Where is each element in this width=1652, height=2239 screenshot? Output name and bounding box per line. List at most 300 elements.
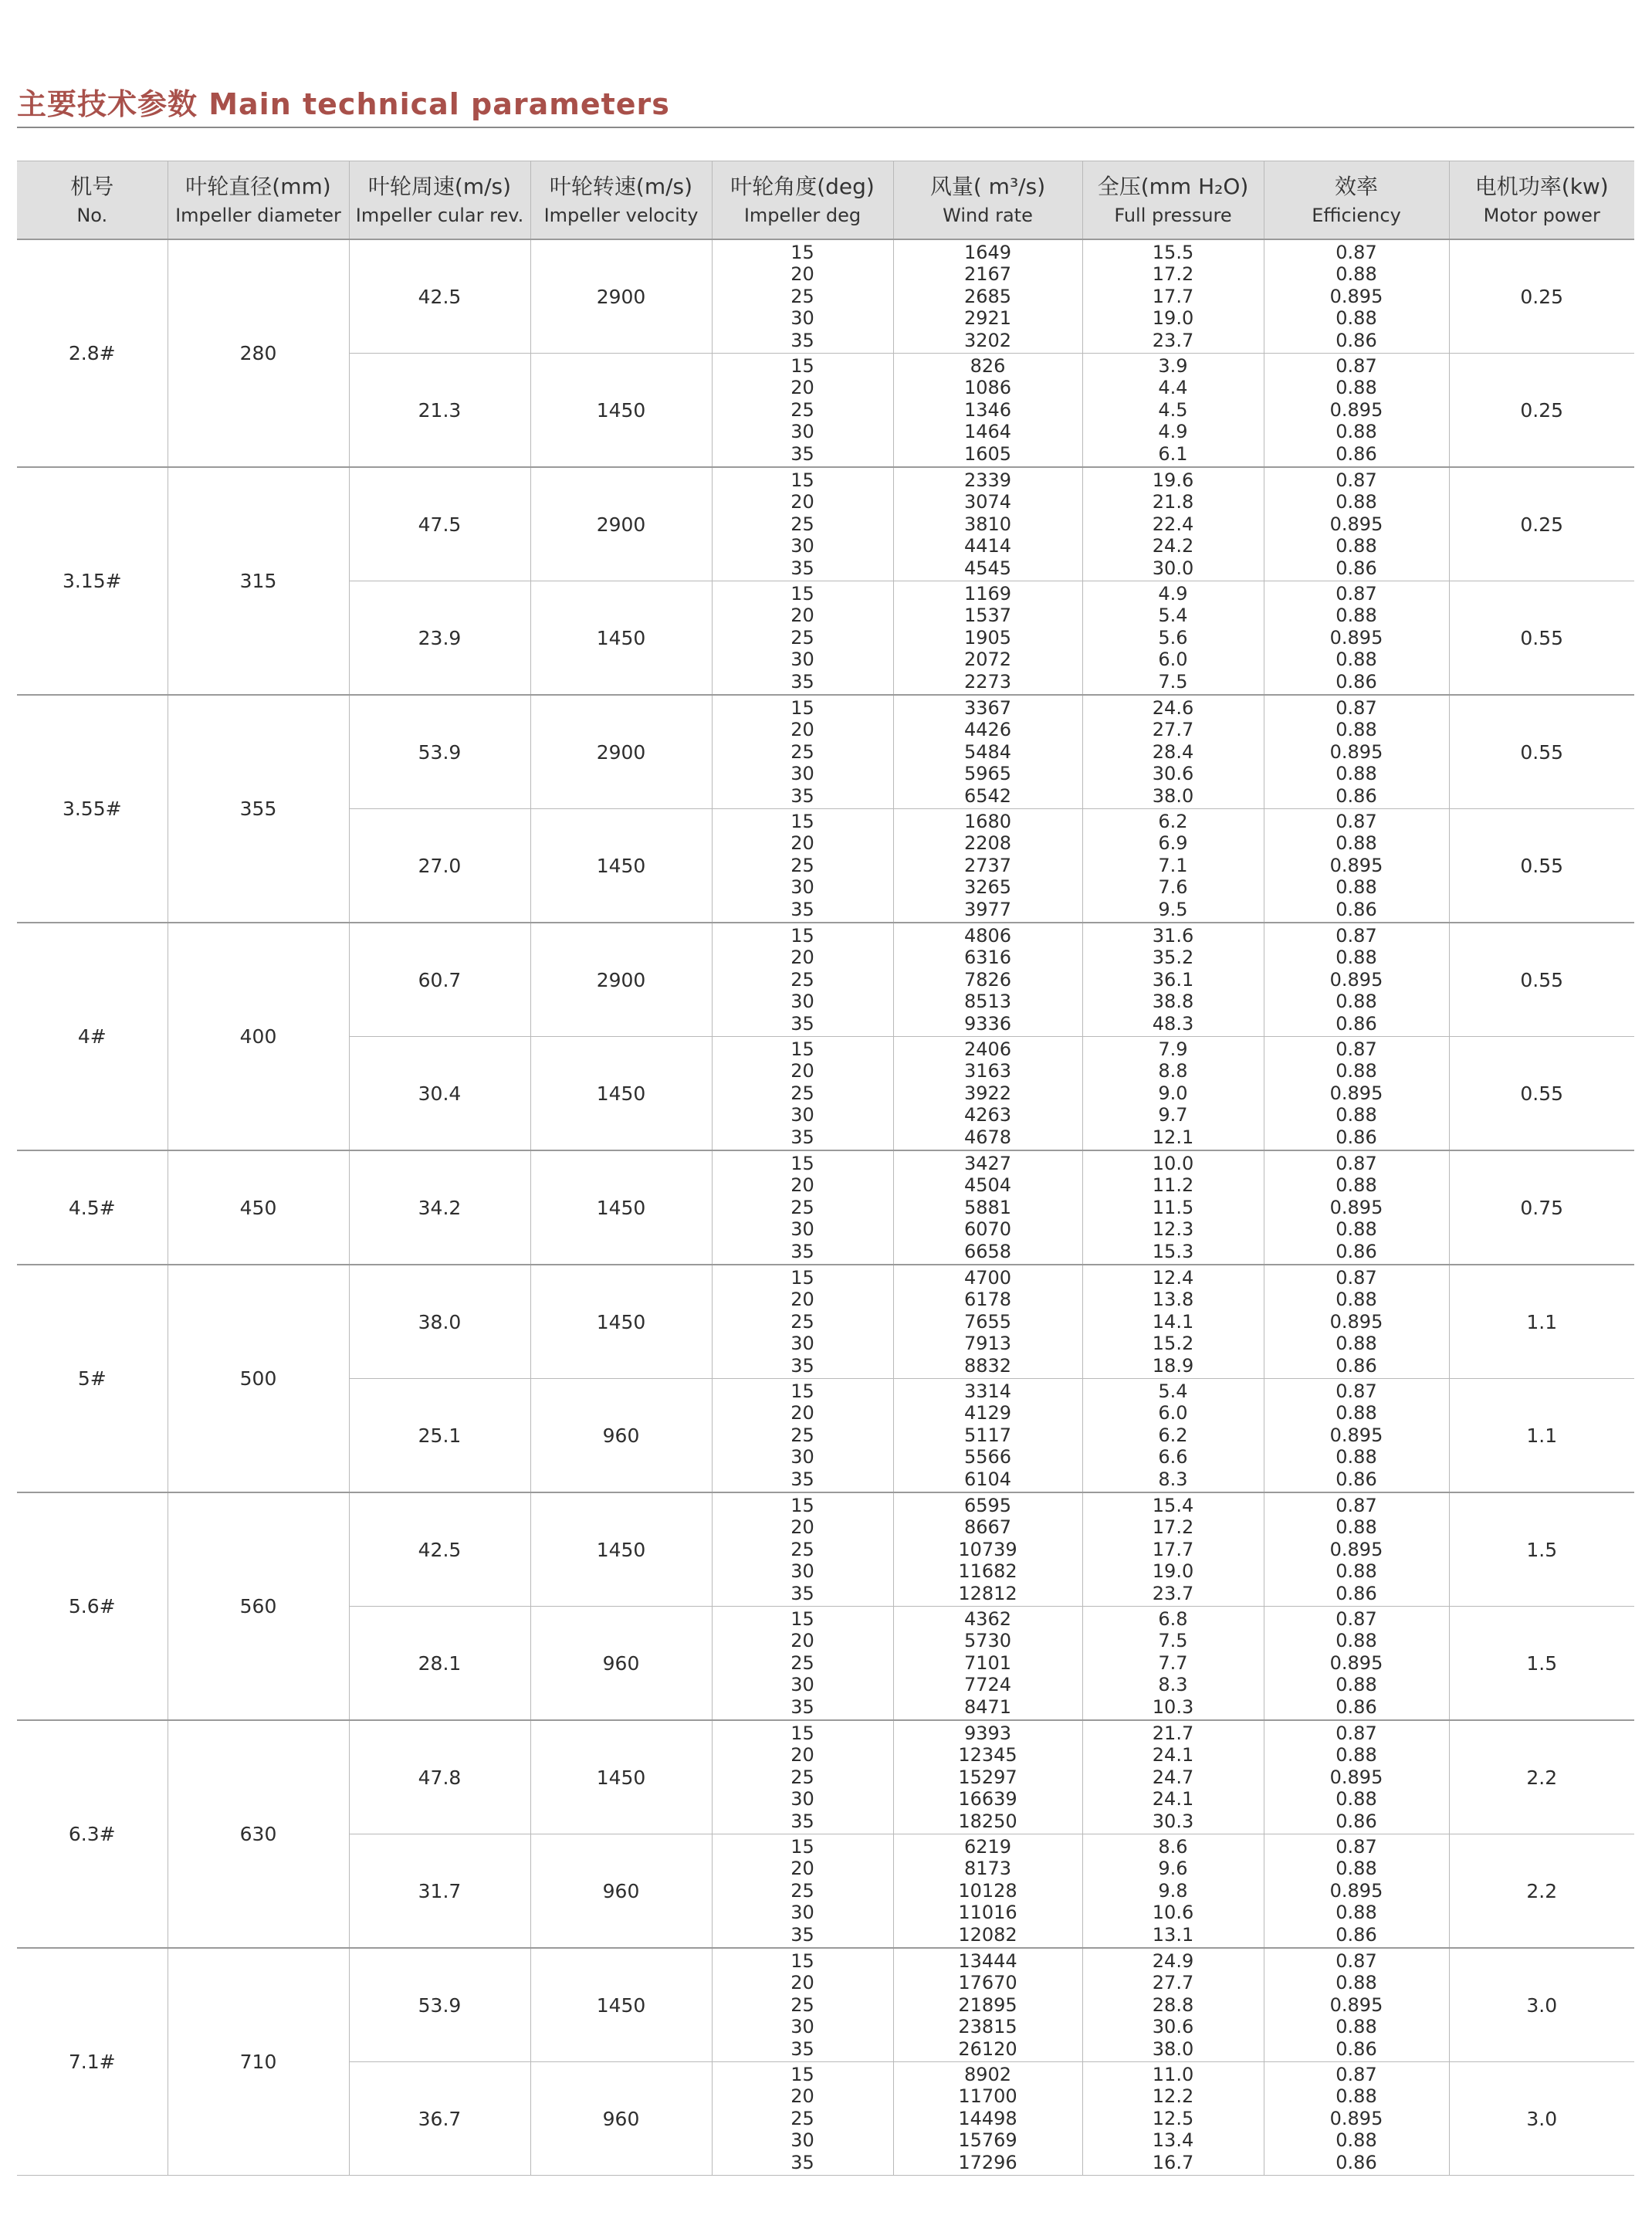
efficiencies-value: 0.87 bbox=[1335, 810, 1377, 832]
wind-rates-value: 5117 bbox=[963, 1424, 1012, 1446]
wind-rates-value: 2167 bbox=[963, 263, 1012, 286]
efficiencies-value: 0.895 bbox=[1329, 1424, 1383, 1446]
impeller-angles-value: 35 bbox=[790, 1240, 814, 1262]
impeller-angles-value: 25 bbox=[790, 513, 814, 535]
efficiencies-value: 0.87 bbox=[1335, 2063, 1377, 2085]
impeller-angles-value: 15 bbox=[790, 1607, 814, 1630]
wind-rates bbox=[893, 1834, 1082, 1949]
impeller-angles-value: 35 bbox=[790, 1354, 814, 1377]
motor-power: 0.55 bbox=[1449, 809, 1634, 923]
page-title: 主要技术参数 Main technical parameters bbox=[17, 87, 670, 121]
full-pressures-value: 4.9 bbox=[1158, 582, 1188, 605]
impeller-angles-value: 35 bbox=[790, 557, 814, 579]
efficiencies-value: 0.86 bbox=[1335, 2151, 1377, 2173]
impeller-angles-value: 25 bbox=[790, 285, 814, 307]
wind-rates-value: 2921 bbox=[963, 307, 1012, 330]
full-pressures-value: 24.9 bbox=[1152, 1949, 1194, 1972]
efficiencies-value: 0.88 bbox=[1335, 1560, 1377, 1583]
impeller-angles bbox=[712, 2062, 893, 2176]
wind-rates-value: 4263 bbox=[963, 1104, 1012, 1126]
efficiencies-value: 0.87 bbox=[1335, 1152, 1377, 1174]
wind-rates-value: 3427 bbox=[963, 1152, 1012, 1174]
wind-rates-value: 3922 bbox=[963, 1082, 1012, 1104]
table-row bbox=[17, 1720, 1634, 1834]
full-pressures-value: 6.2 bbox=[1158, 810, 1188, 832]
impeller-velocity: 1450 bbox=[530, 1265, 712, 1379]
full-pressures-value: 12.3 bbox=[1152, 1218, 1194, 1241]
wind-rates-value: 5484 bbox=[963, 740, 1012, 763]
wind-rates-value: 3265 bbox=[963, 876, 1012, 899]
full-pressures-value: 30.6 bbox=[1152, 763, 1194, 785]
efficiencies-value: 0.895 bbox=[1329, 513, 1383, 535]
impeller-angles bbox=[712, 695, 893, 809]
efficiencies-value: 0.86 bbox=[1335, 2037, 1377, 2060]
full-pressures-value: 6.2 bbox=[1158, 1424, 1188, 1446]
full-pressures-value: 28.4 bbox=[1152, 740, 1194, 763]
full-pressures-value: 7.1 bbox=[1158, 854, 1188, 876]
full-pressures-value: 7.7 bbox=[1158, 1651, 1188, 1674]
table-row bbox=[17, 923, 1634, 1037]
wind-rates-value: 3314 bbox=[963, 1380, 1012, 1402]
wind-rates-value: 23815 bbox=[958, 2016, 1017, 2038]
impeller-angles-value: 20 bbox=[790, 2085, 814, 2108]
full-pressures-value: 6.1 bbox=[1158, 442, 1188, 465]
wind-rates-value: 4129 bbox=[963, 1402, 1012, 1424]
table-row bbox=[17, 1150, 1634, 1265]
impeller-angles-value: 30 bbox=[790, 2129, 814, 2152]
impeller-angles-value: 15 bbox=[790, 1494, 814, 1516]
impeller-angles-value: 30 bbox=[790, 1104, 814, 1126]
impeller-diameter: 355 bbox=[168, 695, 349, 923]
impeller-angles-value: 30 bbox=[790, 2016, 814, 2038]
model-number: 3.15# bbox=[17, 467, 168, 695]
efficiencies-value: 0.88 bbox=[1335, 605, 1377, 627]
impeller-angles-value: 20 bbox=[790, 1060, 814, 1082]
wind-rates-value: 1169 bbox=[963, 582, 1012, 605]
full-pressures-value: 12.4 bbox=[1152, 1266, 1194, 1289]
wind-rates-value: 11016 bbox=[958, 1902, 1017, 1924]
impeller-velocity: 1450 bbox=[530, 1492, 712, 1607]
full-pressures-value: 15.3 bbox=[1152, 1240, 1194, 1262]
impeller-angles-value: 25 bbox=[790, 1538, 814, 1560]
wind-rates-value: 7913 bbox=[963, 1333, 1012, 1355]
wind-rates-value: 7724 bbox=[963, 1674, 1012, 1696]
impeller-angles-value: 15 bbox=[790, 1266, 814, 1289]
impeller-angles bbox=[712, 1720, 893, 1834]
efficiencies-value: 0.895 bbox=[1329, 285, 1383, 307]
impeller-velocity: 1450 bbox=[530, 1150, 712, 1265]
full-pressures-value: 17.2 bbox=[1152, 1516, 1194, 1539]
wind-rates-value: 2273 bbox=[963, 670, 1012, 693]
full-pressures-value: 6.0 bbox=[1158, 1402, 1188, 1424]
impeller-angles-value: 20 bbox=[790, 947, 814, 969]
impeller-angles bbox=[712, 1607, 893, 1721]
model-number: 5.6# bbox=[17, 1492, 168, 1720]
wind-rates-value: 5965 bbox=[963, 763, 1012, 785]
motor-power: 2.2 bbox=[1449, 1720, 1634, 1834]
wind-rates-value: 4678 bbox=[963, 1126, 1012, 1148]
full-pressures-value: 12.2 bbox=[1152, 2085, 1194, 2108]
efficiencies-value: 0.88 bbox=[1335, 2129, 1377, 2152]
efficiencies-value: 0.895 bbox=[1329, 1651, 1383, 1674]
header-impeller-speed: 叶轮周速(m/s) Impeller cular rev. bbox=[349, 161, 530, 240]
wind-rates-value: 1086 bbox=[963, 377, 1012, 399]
impeller-angles-value: 20 bbox=[790, 1858, 814, 1880]
full-pressures-value: 27.7 bbox=[1152, 1972, 1194, 1994]
efficiencies-value: 0.86 bbox=[1335, 1012, 1377, 1035]
header-efficiency: 效率 Efficiency bbox=[1264, 161, 1449, 240]
wind-rates bbox=[893, 354, 1082, 468]
efficiencies-value: 0.88 bbox=[1335, 307, 1377, 330]
full-pressures-value: 4.4 bbox=[1158, 377, 1188, 399]
impeller-angles-value: 15 bbox=[790, 1949, 814, 1972]
wind-rates bbox=[893, 923, 1082, 1037]
full-pressures-value: 24.7 bbox=[1152, 1766, 1194, 1788]
wind-rates-value: 1464 bbox=[963, 421, 1012, 443]
table-row bbox=[17, 1948, 1634, 2062]
efficiencies-value: 0.88 bbox=[1335, 1104, 1377, 1126]
efficiencies-value: 0.88 bbox=[1335, 947, 1377, 969]
model-number: 3.55# bbox=[17, 695, 168, 923]
impeller-angles-value: 25 bbox=[790, 1993, 814, 2016]
full-pressures-value: 9.6 bbox=[1158, 1858, 1188, 1880]
impeller-angles-value: 35 bbox=[790, 2151, 814, 2173]
model-number: 2.8# bbox=[17, 239, 168, 467]
impeller-velocity: 1450 bbox=[530, 1037, 712, 1151]
efficiencies-value: 0.87 bbox=[1335, 1380, 1377, 1402]
header-motor-power: 电机功率(kw) Motor power bbox=[1449, 161, 1634, 240]
efficiencies bbox=[1264, 1150, 1449, 1265]
full-pressures bbox=[1082, 695, 1264, 809]
efficiencies-value: 0.88 bbox=[1335, 991, 1377, 1013]
wind-rates-value: 4504 bbox=[963, 1174, 1012, 1197]
wind-rates-value: 18250 bbox=[958, 1810, 1017, 1832]
impeller-angles-value: 15 bbox=[790, 924, 814, 947]
impeller-angles-value: 30 bbox=[790, 991, 814, 1013]
full-pressures-value: 7.6 bbox=[1158, 876, 1188, 899]
wind-rates-value: 4414 bbox=[963, 535, 1012, 557]
impeller-angles-value: 30 bbox=[790, 649, 814, 671]
full-pressures-value: 24.1 bbox=[1152, 1744, 1194, 1766]
impeller-angles-value: 30 bbox=[790, 307, 814, 330]
impeller-angles-value: 25 bbox=[790, 2107, 814, 2129]
motor-power: 3.0 bbox=[1449, 2062, 1634, 2176]
full-pressures-value: 15.5 bbox=[1152, 241, 1194, 263]
motor-power: 1.1 bbox=[1449, 1265, 1634, 1379]
efficiencies-value: 0.88 bbox=[1335, 763, 1377, 785]
impeller-angles bbox=[712, 1150, 893, 1265]
wind-rates bbox=[893, 809, 1082, 923]
wind-rates-value: 3810 bbox=[963, 513, 1012, 535]
full-pressures bbox=[1082, 809, 1264, 923]
wind-rates-value: 2406 bbox=[963, 1038, 1012, 1060]
full-pressures-value: 21.7 bbox=[1152, 1722, 1194, 1744]
efficiencies bbox=[1264, 1379, 1449, 1493]
efficiencies bbox=[1264, 923, 1449, 1037]
efficiencies-value: 0.86 bbox=[1335, 1695, 1377, 1718]
model-number: 4# bbox=[17, 923, 168, 1150]
wind-rates-value: 2685 bbox=[963, 285, 1012, 307]
impeller-angles-value: 20 bbox=[790, 719, 814, 741]
full-pressures-value: 6.9 bbox=[1158, 832, 1188, 855]
wind-rates-value: 8667 bbox=[963, 1516, 1012, 1539]
full-pressures bbox=[1082, 467, 1264, 581]
full-pressures-value: 38.8 bbox=[1152, 991, 1194, 1013]
impeller-velocity: 1450 bbox=[530, 809, 712, 923]
wind-rates-value: 1680 bbox=[963, 810, 1012, 832]
wind-rates-value: 1905 bbox=[963, 626, 1012, 649]
wind-rates-value: 1346 bbox=[963, 398, 1012, 421]
full-pressures-value: 30.6 bbox=[1152, 2016, 1194, 2038]
full-pressures bbox=[1082, 1834, 1264, 1949]
efficiencies-value: 0.88 bbox=[1335, 649, 1377, 671]
model-number: 5# bbox=[17, 1265, 168, 1492]
full-pressures-value: 28.8 bbox=[1152, 1993, 1194, 2016]
impeller-angles bbox=[712, 1379, 893, 1493]
impeller-speed: 53.9 bbox=[349, 695, 530, 809]
efficiencies bbox=[1264, 1607, 1449, 1721]
wind-rates-value: 11700 bbox=[958, 2085, 1017, 2108]
efficiencies-value: 0.88 bbox=[1335, 1744, 1377, 1766]
motor-power: 2.2 bbox=[1449, 1834, 1634, 1949]
impeller-angles bbox=[712, 354, 893, 468]
impeller-angles-value: 35 bbox=[790, 670, 814, 693]
impeller-speed: 42.5 bbox=[349, 1492, 530, 1607]
full-pressures-value: 8.6 bbox=[1158, 1835, 1188, 1858]
efficiencies-value: 0.88 bbox=[1335, 1446, 1377, 1468]
efficiencies-value: 0.87 bbox=[1335, 1949, 1377, 1972]
wind-rates-value: 4700 bbox=[963, 1266, 1012, 1289]
wind-rates-value: 6658 bbox=[963, 1240, 1012, 1262]
impeller-angles-value: 20 bbox=[790, 605, 814, 627]
impeller-angles bbox=[712, 581, 893, 696]
full-pressures-value: 19.0 bbox=[1152, 307, 1194, 330]
full-pressures-value: 16.7 bbox=[1152, 2151, 1194, 2173]
wind-rates-value: 15769 bbox=[958, 2129, 1017, 2152]
wind-rates-value: 6178 bbox=[963, 1289, 1012, 1311]
efficiencies-value: 0.895 bbox=[1329, 2107, 1383, 2129]
motor-power: 0.25 bbox=[1449, 239, 1634, 354]
efficiencies bbox=[1264, 1265, 1449, 1379]
impeller-angles-value: 25 bbox=[790, 854, 814, 876]
impeller-angles bbox=[712, 1037, 893, 1151]
efficiencies-value: 0.895 bbox=[1329, 1310, 1383, 1333]
full-pressures-value: 6.0 bbox=[1158, 649, 1188, 671]
full-pressures-value: 24.1 bbox=[1152, 1788, 1194, 1811]
impeller-angles-value: 20 bbox=[790, 832, 814, 855]
impeller-diameter: 280 bbox=[168, 239, 349, 467]
impeller-velocity: 1450 bbox=[530, 354, 712, 468]
full-pressures-value: 3.9 bbox=[1158, 354, 1188, 377]
full-pressures-value: 23.7 bbox=[1152, 329, 1194, 351]
full-pressures-value: 48.3 bbox=[1152, 1012, 1194, 1035]
impeller-angles-value: 25 bbox=[790, 740, 814, 763]
wind-rates-value: 21895 bbox=[958, 1993, 1017, 2016]
impeller-angles-value: 35 bbox=[790, 1582, 814, 1604]
wind-rates bbox=[893, 581, 1082, 696]
full-pressures bbox=[1082, 1948, 1264, 2062]
full-pressures-value: 31.6 bbox=[1152, 924, 1194, 947]
table-row bbox=[17, 239, 1634, 354]
full-pressures-value: 4.5 bbox=[1158, 398, 1188, 421]
efficiencies-value: 0.895 bbox=[1329, 740, 1383, 763]
impeller-angles-value: 30 bbox=[790, 1788, 814, 1811]
efficiencies-value: 0.895 bbox=[1329, 626, 1383, 649]
wind-rates-value: 14498 bbox=[958, 2107, 1017, 2129]
efficiencies-value: 0.88 bbox=[1335, 1218, 1377, 1241]
wind-rates-value: 3163 bbox=[963, 1060, 1012, 1082]
impeller-velocity: 2900 bbox=[530, 239, 712, 354]
impeller-angles bbox=[712, 923, 893, 1037]
wind-rates-value: 5566 bbox=[963, 1446, 1012, 1468]
efficiencies bbox=[1264, 1492, 1449, 1607]
full-pressures bbox=[1082, 923, 1264, 1037]
efficiencies-value: 0.88 bbox=[1335, 719, 1377, 741]
full-pressures-value: 8.3 bbox=[1158, 1674, 1188, 1696]
wind-rates-value: 6219 bbox=[963, 1835, 1012, 1858]
efficiencies-value: 0.88 bbox=[1335, 1902, 1377, 1924]
efficiencies-value: 0.895 bbox=[1329, 1082, 1383, 1104]
impeller-diameter: 710 bbox=[168, 1948, 349, 2176]
full-pressures bbox=[1082, 2062, 1264, 2176]
impeller-velocity: 960 bbox=[530, 2062, 712, 2176]
impeller-speed: 21.3 bbox=[349, 354, 530, 468]
impeller-angles-value: 15 bbox=[790, 1038, 814, 1060]
full-pressures-value: 7.5 bbox=[1158, 1630, 1188, 1652]
efficiencies-value: 0.87 bbox=[1335, 1494, 1377, 1516]
efficiencies-value: 0.895 bbox=[1329, 1538, 1383, 1560]
motor-power: 1.1 bbox=[1449, 1379, 1634, 1493]
wind-rates-value: 8832 bbox=[963, 1354, 1012, 1377]
wind-rates-value: 12812 bbox=[958, 1582, 1017, 1604]
impeller-angles-value: 30 bbox=[790, 876, 814, 899]
wind-rates-value: 2208 bbox=[963, 832, 1012, 855]
efficiencies-value: 0.88 bbox=[1335, 1516, 1377, 1539]
impeller-angles-value: 25 bbox=[790, 1310, 814, 1333]
efficiencies-value: 0.88 bbox=[1335, 1174, 1377, 1197]
impeller-angles-value: 25 bbox=[790, 1082, 814, 1104]
impeller-angles-value: 15 bbox=[790, 1152, 814, 1174]
wind-rates-value: 6595 bbox=[963, 1494, 1012, 1516]
efficiencies-value: 0.88 bbox=[1335, 1674, 1377, 1696]
impeller-speed: 53.9 bbox=[349, 1948, 530, 2062]
impeller-angles-value: 20 bbox=[790, 1744, 814, 1766]
motor-power: 0.25 bbox=[1449, 354, 1634, 468]
motor-power: 0.55 bbox=[1449, 1037, 1634, 1151]
efficiencies-value: 0.88 bbox=[1335, 1858, 1377, 1880]
full-pressures-value: 15.4 bbox=[1152, 1494, 1194, 1516]
wind-rates bbox=[893, 239, 1082, 354]
table-row bbox=[17, 1492, 1634, 1607]
impeller-diameter: 315 bbox=[168, 467, 349, 695]
efficiencies-value: 0.86 bbox=[1335, 442, 1377, 465]
full-pressures-value: 9.0 bbox=[1158, 1082, 1188, 1104]
wind-rates-value: 7655 bbox=[963, 1310, 1012, 1333]
efficiencies-value: 0.895 bbox=[1329, 1196, 1383, 1218]
full-pressures-value: 17.7 bbox=[1152, 285, 1194, 307]
full-pressures-value: 17.2 bbox=[1152, 263, 1194, 286]
efficiencies-value: 0.86 bbox=[1335, 898, 1377, 920]
wind-rates bbox=[893, 1150, 1082, 1265]
efficiencies-value: 0.87 bbox=[1335, 696, 1377, 719]
impeller-angles-value: 35 bbox=[790, 1126, 814, 1148]
full-pressures bbox=[1082, 1265, 1264, 1379]
wind-rates-value: 10739 bbox=[958, 1538, 1017, 1560]
wind-rates bbox=[893, 1948, 1082, 2062]
wind-rates-value: 826 bbox=[970, 354, 1006, 377]
impeller-velocity: 2900 bbox=[530, 695, 712, 809]
wind-rates-value: 6070 bbox=[963, 1218, 1012, 1241]
efficiencies bbox=[1264, 239, 1449, 354]
impeller-speed: 23.9 bbox=[349, 581, 530, 696]
full-pressures-value: 19.6 bbox=[1152, 469, 1194, 491]
impeller-angles-value: 30 bbox=[790, 763, 814, 785]
wind-rates-value: 8173 bbox=[963, 1858, 1012, 1880]
efficiencies-value: 0.895 bbox=[1329, 1993, 1383, 2016]
impeller-speed: 47.5 bbox=[349, 467, 530, 581]
impeller-angles-value: 35 bbox=[790, 1468, 814, 1490]
impeller-speed: 36.7 bbox=[349, 2062, 530, 2176]
full-pressures-value: 8.8 bbox=[1158, 1060, 1188, 1082]
header-row bbox=[17, 161, 1634, 240]
impeller-angles-value: 15 bbox=[790, 582, 814, 605]
impeller-diameter: 500 bbox=[168, 1265, 349, 1492]
full-pressures-value: 35.2 bbox=[1152, 947, 1194, 969]
full-pressures-value: 7.5 bbox=[1158, 670, 1188, 693]
full-pressures-value: 9.8 bbox=[1158, 1879, 1188, 1902]
wind-rates bbox=[893, 1037, 1082, 1151]
efficiencies-value: 0.895 bbox=[1329, 1766, 1383, 1788]
efficiencies-value: 0.87 bbox=[1335, 241, 1377, 263]
wind-rates bbox=[893, 1265, 1082, 1379]
wind-rates-value: 15297 bbox=[958, 1766, 1017, 1788]
wind-rates-value: 6104 bbox=[963, 1468, 1012, 1490]
model-number: 4.5# bbox=[17, 1150, 168, 1265]
impeller-angles-value: 25 bbox=[790, 626, 814, 649]
impeller-angles-value: 30 bbox=[790, 1333, 814, 1355]
full-pressures-value: 14.1 bbox=[1152, 1310, 1194, 1333]
full-pressures-value: 18.9 bbox=[1152, 1354, 1194, 1377]
efficiencies-value: 0.88 bbox=[1335, 491, 1377, 513]
efficiencies-value: 0.87 bbox=[1335, 582, 1377, 605]
motor-power: 0.55 bbox=[1449, 695, 1634, 809]
impeller-angles bbox=[712, 1948, 893, 2062]
impeller-angles-value: 20 bbox=[790, 1174, 814, 1197]
impeller-angles-value: 35 bbox=[790, 329, 814, 351]
impeller-speed: 31.7 bbox=[349, 1834, 530, 1949]
wind-rates-value: 9393 bbox=[963, 1722, 1012, 1744]
wind-rates-value: 8513 bbox=[963, 991, 1012, 1013]
full-pressures-value: 36.1 bbox=[1152, 968, 1194, 991]
wind-rates-value: 3977 bbox=[963, 898, 1012, 920]
impeller-speed: 30.4 bbox=[349, 1037, 530, 1151]
impeller-angles-value: 15 bbox=[790, 1835, 814, 1858]
efficiencies-value: 0.87 bbox=[1335, 1722, 1377, 1744]
full-pressures-value: 7.9 bbox=[1158, 1038, 1188, 1060]
efficiencies-value: 0.88 bbox=[1335, 1289, 1377, 1311]
impeller-angles-value: 20 bbox=[790, 491, 814, 513]
efficiencies-value: 0.895 bbox=[1329, 398, 1383, 421]
motor-power: 3.0 bbox=[1449, 1948, 1634, 2062]
impeller-angles bbox=[712, 239, 893, 354]
full-pressures-value: 6.6 bbox=[1158, 1446, 1188, 1468]
wind-rates-value: 9336 bbox=[963, 1012, 1012, 1035]
full-pressures-value: 21.8 bbox=[1152, 491, 1194, 513]
full-pressures bbox=[1082, 239, 1264, 354]
full-pressures-value: 22.4 bbox=[1152, 513, 1194, 535]
header-wind-rate: 风量( m³/s) Wind rate bbox=[893, 161, 1082, 240]
efficiencies-value: 0.87 bbox=[1335, 354, 1377, 377]
